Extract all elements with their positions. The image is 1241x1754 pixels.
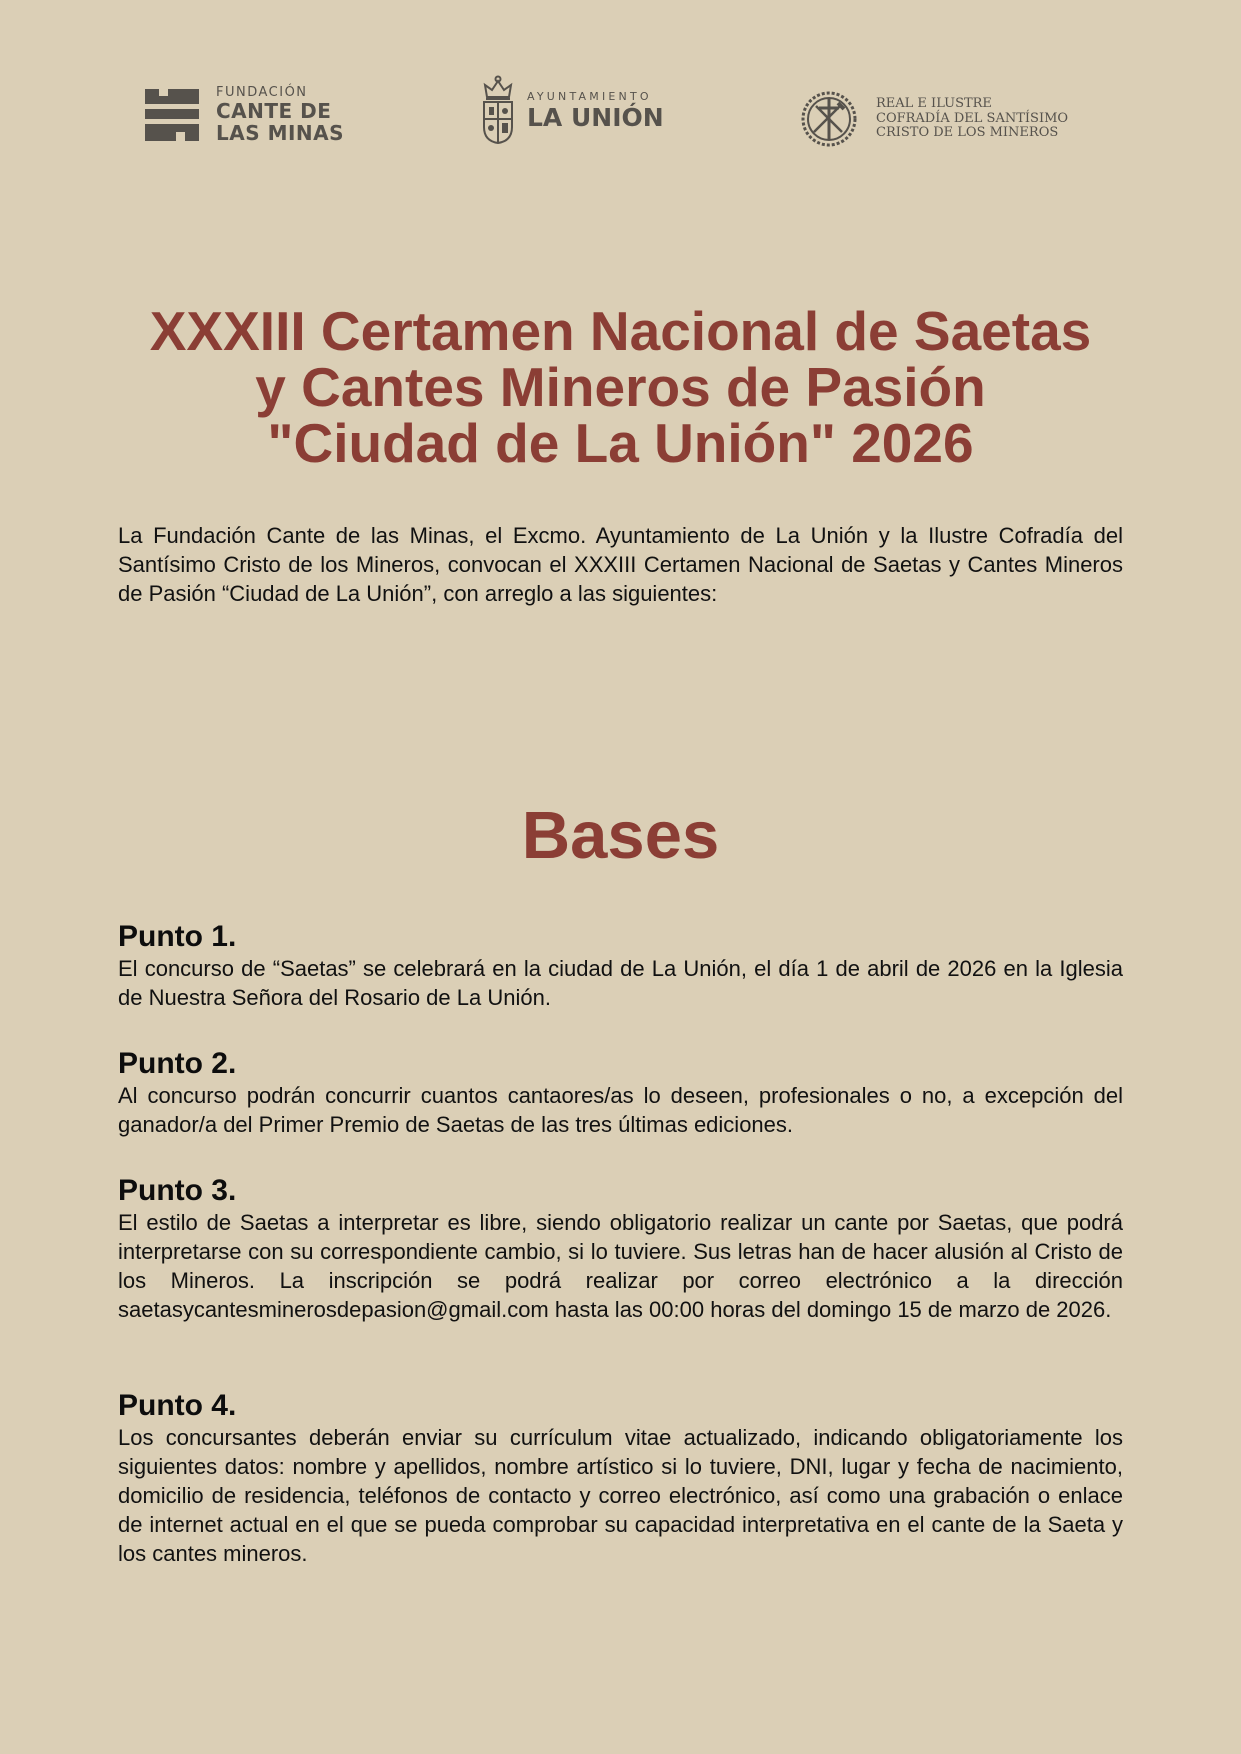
- ayuntamiento-la-union-logo: [481, 75, 664, 145]
- punto-1-title: Punto 1.: [118, 920, 237, 953]
- punto-4-section: [118, 1389, 1123, 1568]
- punto-2-section: [118, 1047, 1123, 1139]
- fundacion-name-line1: CANTE DE: [216, 99, 332, 123]
- punto-3-text: El estilo de Saetas a interpretar es libre, siendo obligatorio realizar un cante por Saetas, que podrá interpretarse con su correspondiente cambio, si lo tuviere. Sus letras han de hacer alusión al Cristo de los Mineros. La inscripción se podrá realizar por correo electrónico a la dirección saetasycantesminerosdepasion@gmail.com hasta las 00:00 horas del domingo 15 de marzo de 2026.: [118, 1210, 1123, 1322]
- fundacion-mark-icon: [145, 89, 199, 141]
- title-line3: "Ciudad de La Unión" 2026: [267, 412, 974, 474]
- cofradia-cristo-mineros-logo: [800, 90, 1068, 148]
- punto-4-title: Punto 4.: [118, 1389, 237, 1422]
- la-union-name: LA UNIÓN: [527, 102, 664, 132]
- ayuntamiento-label: AYUNTAMIENTO: [527, 89, 652, 103]
- punto-1-text: El concurso de “Saetas” se celebrará en la ciudad de La Unión, el día 1 de abril de 2026 en la Iglesia de Nuestra Señora del Rosario de La Unión.: [118, 956, 1123, 1010]
- punto-3-title: Punto 3.: [118, 1174, 237, 1207]
- coat-of-arms-icon: [481, 75, 515, 145]
- punto-1-section: [118, 920, 1123, 1012]
- title-line1: XXXIII Certamen Nacional de Saetas: [149, 300, 1092, 362]
- cofradia-line2: COFRADÍA DEL SANTÍSIMO: [876, 110, 1069, 126]
- intro-paragraph: La Fundación Cante de las Minas, el Excmo. Ayuntamiento de La Unión y la Ilustre Cofradía del Santísimo Cristo de los Mineros, convocan el XXXIII Certamen Nacional de Saetas y Cantes Mineros de Pasión “Ciudad de La Unión”, con arreglo a las siguientes:: [118, 523, 1123, 606]
- punto-2-text: Al concurso podrán concurrir cuantos cantaores/as lo deseen, profesionales o no, a excepción del ganador/a del Primer Premio de Saetas de las tres últimas ediciones.: [118, 1083, 1123, 1137]
- punto-2-title: Punto 2.: [118, 1047, 237, 1080]
- crown-of-thorns-icon: [800, 90, 858, 148]
- fundacion-label: FUNDACIÓN: [216, 85, 308, 100]
- punto-3-section: [118, 1174, 1123, 1324]
- logo-header: [0, 72, 1241, 162]
- cofradia-line3: CRISTO DE LOS MINEROS: [876, 125, 1059, 141]
- bases-heading: Bases: [521, 798, 720, 873]
- fundacion-name-line2: LAS MINAS: [216, 121, 345, 145]
- fundacion-cante-de-las-minas-logo: [145, 86, 344, 143]
- cofradia-line1: REAL E ILUSTRE: [876, 95, 992, 111]
- punto-4-text: Los concursantes deberán enviar su currículum vitae actualizado, indicando obligatoriamente los siguientes datos: nombre y apellidos, nombre artístico si lo tuviere, DNI, lugar y fecha de nacimiento, domicilio de residencia, teléfonos de contacto y correo electrónico, así como una grabación o enlace de internet actual en el que se pueda comprobar su capacidad interpretativa en el cante de la Saeta y los cantes mineros.: [118, 1425, 1123, 1566]
- page-title: [0, 300, 1241, 474]
- title-line2: y Cantes Mineros de Pasión: [255, 356, 986, 418]
